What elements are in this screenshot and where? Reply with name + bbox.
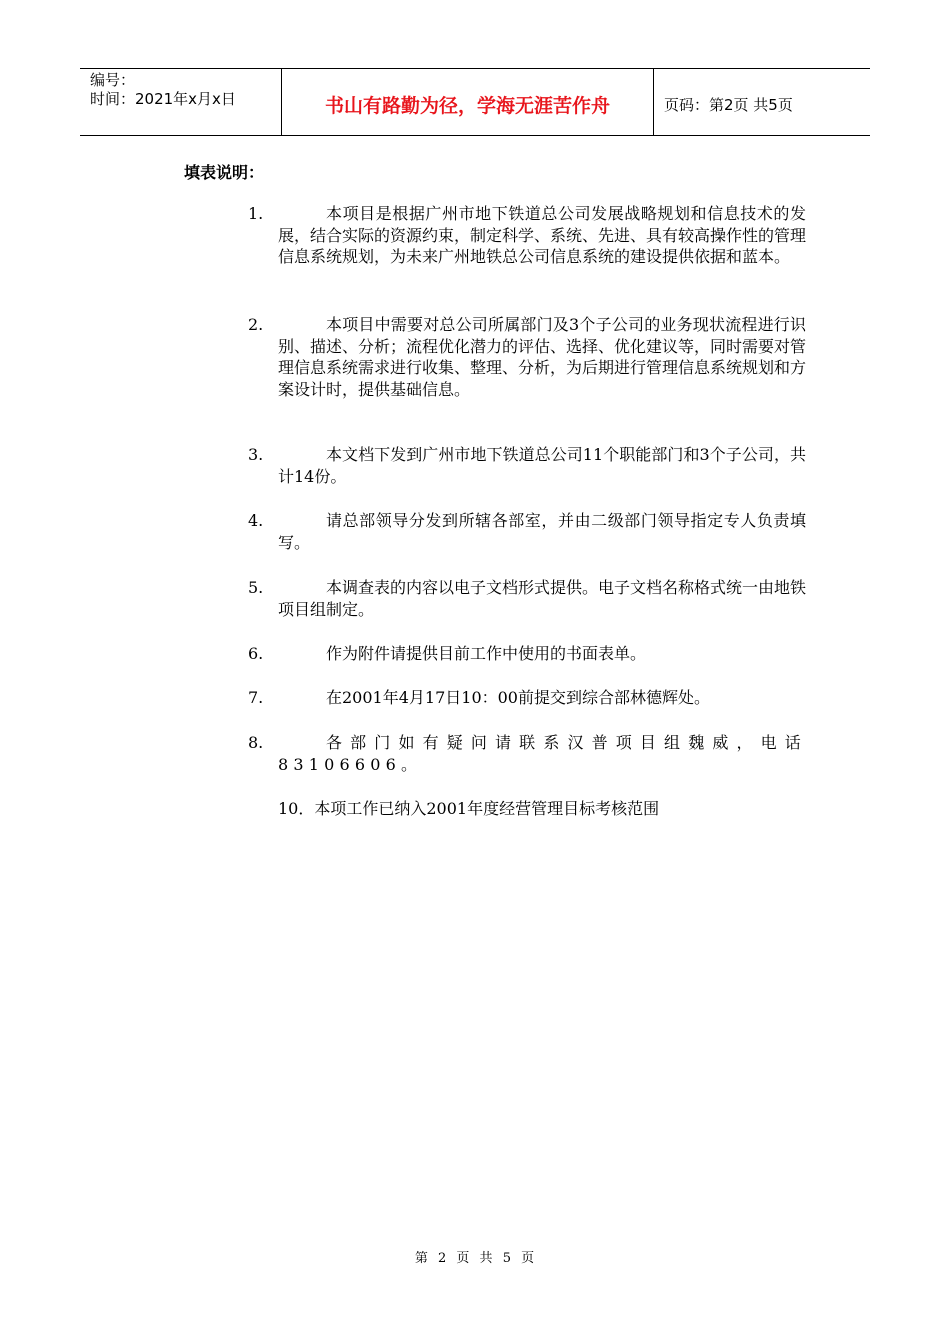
item-text: 各部门如有疑问请联系汉普项目组魏威，电话83106606。 [278, 733, 806, 774]
document-number-label: 编号： [90, 71, 136, 89]
list-item [248, 643, 806, 665]
list-item [248, 732, 806, 775]
header-page-code: 页码：第2页 共5页 [664, 95, 793, 114]
item-number: 4. [248, 511, 264, 530]
item-text: 本项目中需要对总公司所属部门及3个子公司的业务现状流程进行识别、描述、分析；流程优化潜力的评估、选择、优化建议等，同时需要对管理信息系统需求进行收集、整理、分析，为后期进行管理信息系统规划和方案设计时，提供基础信息。 [278, 315, 807, 399]
list-item [248, 510, 806, 553]
section-title: 填表说明： [184, 163, 265, 182]
item-text: 请总部领导分发到所辖各部室，并由二级部门领导指定专人负责填写。 [278, 511, 806, 552]
item-text: 作为附件请提供目前工作中使用的书面表单。 [326, 644, 647, 663]
item-number: 5. [248, 578, 264, 597]
item-text: 本调查表的内容以电子文档形式提供。电子文档名称格式统一由地铁项目组制定。 [278, 578, 807, 619]
header-table [80, 68, 870, 136]
header-info-cell [80, 69, 282, 135]
item-number: 1. [248, 204, 264, 223]
list-item [248, 314, 806, 400]
page-footer: 第 2 页 共 5 页 [414, 1251, 536, 1266]
item-number: 2. [248, 315, 264, 334]
item-text: 在2001年4月17日10：00前提交到综合部林德辉处。 [326, 688, 710, 707]
list-item [248, 203, 806, 268]
item-text: 本文档下发到广州市地下铁道总公司11个职能部门和3个子公司，共计14份。 [278, 445, 806, 486]
list-item-last: 10．本项工作已纳入2001年度经营管理目标考核范围 [278, 799, 660, 818]
list-item [248, 687, 806, 709]
list-item [248, 577, 806, 620]
item-text: 本项目是根据广州市地下铁道总公司发展战略规划和信息技术的发展，结合实际的资源约束，制定科学、系统、先进、具有较高操作性的管理信息系统规划，为未来广州地铁总公司信息系统的建设提供依据和蓝本。 [278, 204, 807, 266]
list-item [248, 444, 806, 487]
item-number: 8. [248, 733, 264, 752]
item-number: 7. [248, 688, 264, 707]
item-number: 3. [248, 445, 264, 464]
document-time-label: 时间：2021年x月x日 [90, 90, 236, 108]
header-motto: 书山有路勤为径，学海无涯苦作舟 [282, 69, 654, 135]
item-number: 6. [248, 644, 264, 663]
